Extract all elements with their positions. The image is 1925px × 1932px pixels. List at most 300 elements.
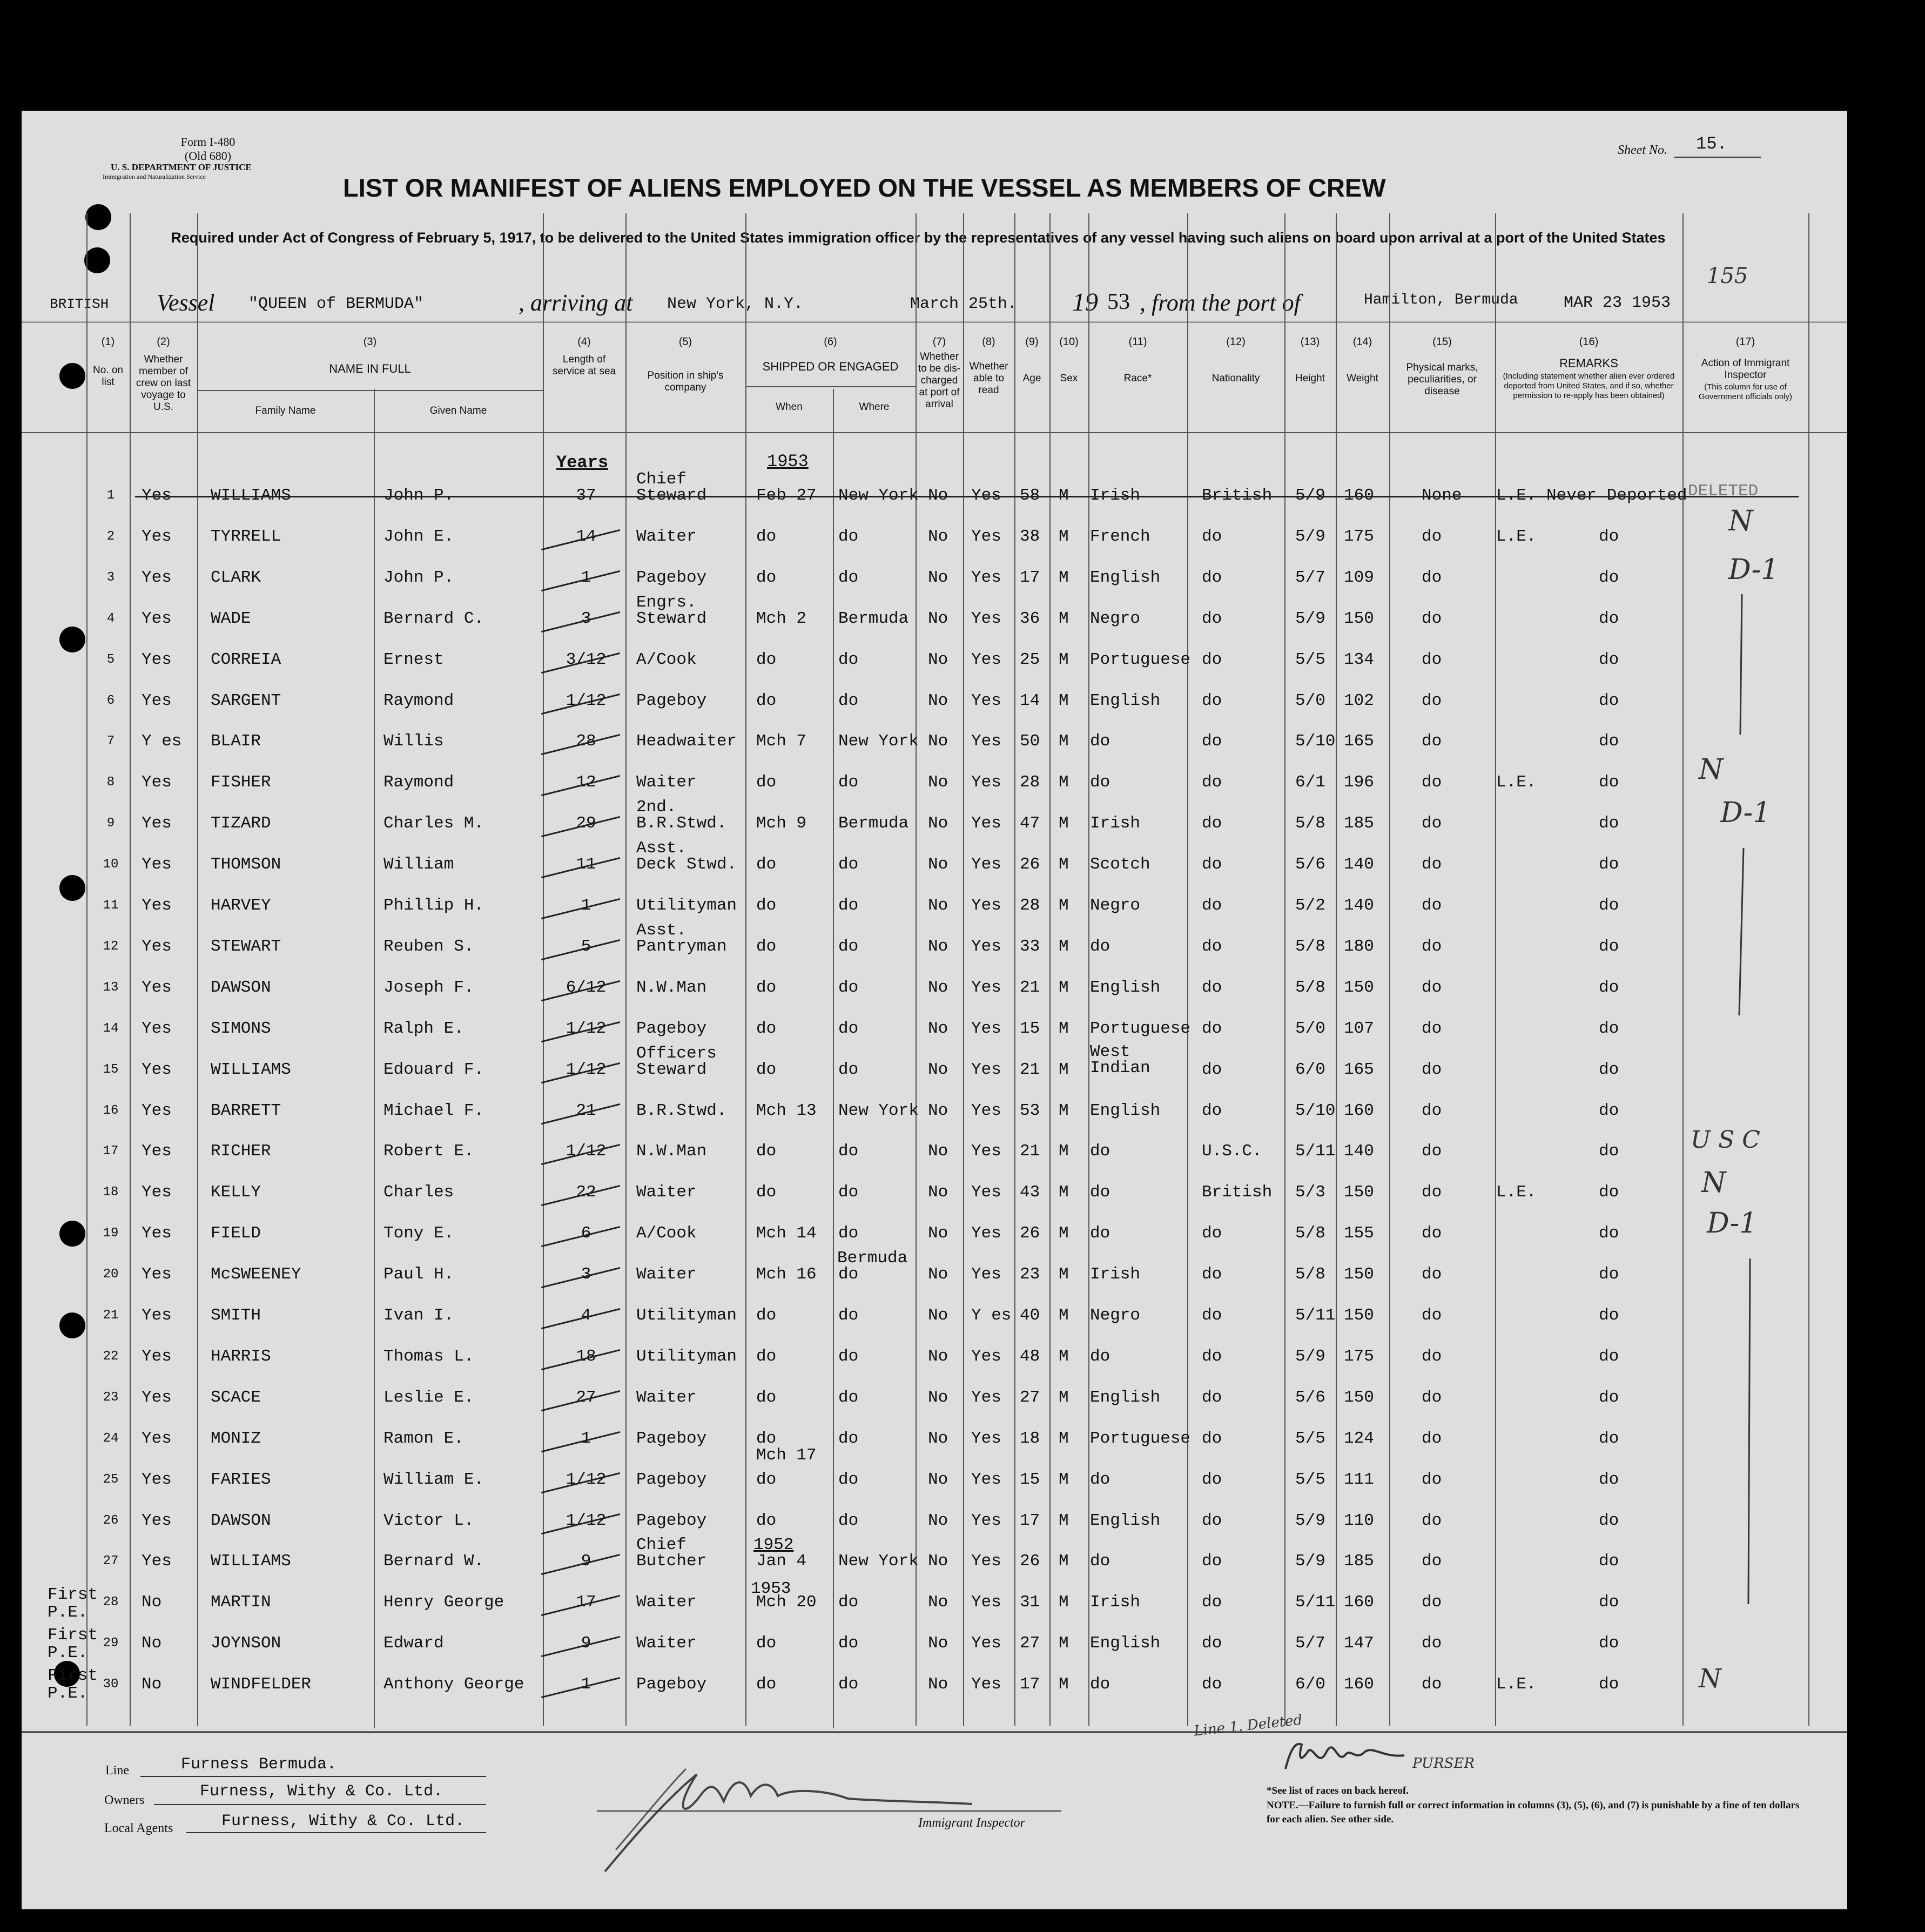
cell-marks: do [1422, 1306, 1442, 1325]
cell-len: 37 [576, 486, 596, 505]
cell-read: Yes [971, 814, 1001, 833]
cell-sex: M [1059, 650, 1069, 669]
bermuda-note: Bermuda [837, 1249, 908, 1268]
cell-sex: M [1059, 773, 1069, 792]
cell-crew: Yes [142, 650, 172, 669]
cell-family: FISHER [211, 773, 271, 792]
cell-ht: 5/7 [1295, 1634, 1325, 1653]
cell-given: Edouard F. [383, 1060, 484, 1079]
cell-wt: 165 [1344, 732, 1374, 751]
col-num: (16) [1579, 336, 1599, 348]
cell-marks: do [1422, 1634, 1442, 1653]
cell-sex: M [1059, 855, 1069, 874]
cell-wt: 109 [1344, 568, 1374, 587]
cell-pos2: Utilityman [636, 896, 737, 915]
cell-rem: L.E. [1496, 1675, 1537, 1694]
cell-wt: 147 [1344, 1634, 1374, 1653]
cell-len: 3 [581, 1265, 591, 1284]
cell-wt: 185 [1344, 814, 1374, 833]
cell-pos2: Utilityman [636, 1306, 737, 1325]
cell-no: 9 [106, 816, 115, 831]
cell-race: Portuguese [1090, 650, 1191, 669]
cell-pos2: Waiter [636, 773, 697, 792]
cell-dis: No [928, 732, 948, 751]
cell-age: 47 [1020, 814, 1040, 833]
cell-len: 1/12 [566, 1142, 607, 1161]
col-header-nationality: Nationality [1211, 373, 1260, 384]
cell-pos2: A/Cook [636, 1224, 697, 1243]
cell-act: do [1599, 1265, 1619, 1284]
cell-age: 25 [1020, 650, 1040, 669]
cell-nat: do [1202, 1593, 1222, 1612]
page-title: LIST OR MANIFEST OF ALIENS EMPLOYED ON THE VESSEL AS MEMBERS OF CREW [343, 173, 1386, 202]
cell-dis: No [928, 568, 948, 587]
col-num: (3) [363, 336, 377, 348]
cell-read: Yes [971, 773, 1001, 792]
cell-dis: No [928, 1347, 948, 1366]
cell-ht: 5/6 [1295, 855, 1325, 874]
cell-nat: do [1202, 1265, 1222, 1284]
cell-ht: 5/8 [1295, 937, 1325, 956]
cell-where: do [838, 1388, 859, 1407]
cell-family: McSWEENEY [211, 1265, 301, 1284]
cell-when: do [756, 1470, 777, 1489]
cell-pos-line1: Chief [636, 470, 687, 489]
cell-ht: 6/0 [1295, 1675, 1325, 1694]
cell-no: 7 [106, 734, 115, 749]
cell-nat: do [1202, 1388, 1222, 1407]
cell-nat: do [1202, 732, 1222, 751]
cell-crew: Yes [142, 1388, 172, 1407]
cell-race: do [1090, 732, 1110, 751]
cell-act: do [1599, 1101, 1619, 1120]
cell-when: Mch 7 [756, 732, 807, 751]
vessel-label: Vessel [157, 290, 215, 316]
cell-race: English [1090, 691, 1161, 710]
cell-act: do [1599, 691, 1619, 710]
cell-where: do [838, 1429, 859, 1448]
cell-age: 26 [1020, 855, 1040, 874]
cell-ht: 5/10 [1295, 1101, 1336, 1120]
cell-read: Yes [971, 1060, 1001, 1079]
cell-crew: Yes [142, 1470, 172, 1489]
cell-wt: 124 [1344, 1429, 1374, 1448]
cell-nat: do [1202, 1347, 1222, 1366]
cell-ht: 5/9 [1295, 527, 1325, 546]
cell-wt: 160 [1344, 486, 1374, 505]
cell-age: 15 [1020, 1470, 1040, 1489]
year-prefix: 19 [1072, 288, 1098, 317]
cell-when: Mch 14 [756, 1224, 817, 1243]
cell-no: 29 [103, 1636, 119, 1651]
cell-read: Yes [971, 1593, 1001, 1612]
cell-ht: 5/6 [1295, 1388, 1325, 1407]
col-header-remarks-note: (Including statement whether alien ever ordered deported from United States, and if so, whether permission to re-apply has been obtained) [1503, 372, 1675, 400]
cell-wt: 150 [1344, 1183, 1374, 1202]
cell-where: do [838, 978, 859, 997]
cell-race: Scotch [1090, 855, 1150, 874]
cell-crew: Yes [142, 1019, 172, 1038]
cell-pos2: Waiter [636, 1388, 697, 1407]
cell-where: do [838, 1183, 859, 1202]
year-1952-note: 1952 [753, 1536, 794, 1554]
cell-marks: do [1422, 937, 1442, 956]
cell-pos2: Waiter [636, 1634, 697, 1653]
cell-ht: 5/5 [1295, 650, 1325, 669]
cell-crew: No [142, 1593, 162, 1612]
cell-when: do [756, 1388, 777, 1407]
cell-given: Willis [383, 732, 444, 751]
cell-sex: M [1059, 896, 1069, 915]
cell-ht: 5/5 [1295, 1470, 1325, 1489]
cell-where: Bermuda [838, 609, 909, 628]
cell-family: MONIZ [211, 1429, 261, 1448]
cell-sex: M [1059, 814, 1069, 833]
cell-family: SCACE [211, 1388, 261, 1407]
cell-dis: No [928, 1306, 948, 1325]
form-old-number: (Old 680) [184, 149, 232, 163]
purser-label: PURSER [1412, 1755, 1475, 1772]
col-header-where: Where [859, 401, 890, 413]
cell-ht: 5/7 [1295, 568, 1325, 587]
purser-signature [1275, 1731, 1415, 1780]
cell-ht: 5/11 [1295, 1593, 1336, 1612]
cell-given: Joseph F. [383, 978, 474, 997]
year-1953-label: 1953 [767, 452, 809, 472]
cell-pos2: Steward [636, 1060, 707, 1079]
cell-crew: Yes [142, 937, 172, 956]
cell-sex: M [1059, 1634, 1069, 1653]
sheet-number: 15. [1696, 134, 1727, 154]
years-label: Years [556, 453, 609, 473]
cell-pos2: Pageboy [636, 1429, 707, 1448]
stamp-date: MAR 23 1953 [1564, 294, 1671, 312]
cell-wt: 185 [1344, 1552, 1374, 1571]
cell-where: do [838, 1306, 859, 1325]
cell-when: do [756, 1634, 777, 1653]
cell-race: Irish [1090, 1265, 1141, 1284]
cell-nat: do [1202, 691, 1222, 710]
cell-act: do [1599, 1675, 1619, 1694]
col-header-remarks: REMARKS [1559, 356, 1618, 370]
cell-read: Y es [971, 1306, 1012, 1325]
cell-act: do [1599, 773, 1619, 792]
cell-age: 17 [1020, 1511, 1040, 1530]
cell-act: do [1599, 1388, 1619, 1407]
cell-given: Michael F. [383, 1101, 484, 1120]
cell-crew: No [142, 1675, 162, 1694]
cell-when: Mch 16 [756, 1265, 817, 1284]
cell-age: 26 [1020, 1552, 1040, 1571]
cell-where: New York [838, 732, 919, 751]
cell-dis: No [928, 486, 948, 505]
cell-pos2: Waiter [636, 527, 697, 546]
handwritten-mark: N [1699, 753, 1724, 786]
cell-pos2: Waiter [636, 1265, 697, 1284]
cell-ht: 5/8 [1295, 1224, 1325, 1243]
cell-ht: 5/9 [1295, 609, 1325, 628]
cell-crew: Yes [142, 1511, 172, 1530]
cell-race: Negro [1090, 896, 1141, 915]
cell-nat: do [1202, 1060, 1222, 1079]
cell-wt: 150 [1344, 978, 1374, 997]
cell-race: English [1090, 568, 1161, 587]
cell-pos2: B.R.Stwd. [636, 814, 727, 833]
cell-wt: 160 [1344, 1675, 1374, 1694]
cell-given: Ernest [383, 650, 444, 669]
cell-crew: Yes [142, 978, 172, 997]
cell-given: Ramon E. [383, 1429, 464, 1448]
cell-family: FIELD [211, 1224, 261, 1243]
col-header-position: Position in ship's company [647, 370, 724, 393]
from-port: Hamilton, Bermuda [1364, 292, 1518, 308]
cell-dis: No [928, 691, 948, 710]
cell-nat: do [1202, 1306, 1222, 1325]
col-num: (14) [1352, 336, 1372, 348]
cell-race: Portuguese [1090, 1019, 1191, 1038]
vessel-flag: BRITISH [50, 296, 109, 312]
cell-when: do [756, 896, 777, 915]
cell-when: do [756, 650, 777, 669]
cell-act: do [1599, 609, 1619, 628]
col-num: (11) [1128, 336, 1147, 348]
cell-where: do [838, 568, 859, 587]
cell-race: English [1090, 1101, 1161, 1120]
cell-race: do [1090, 773, 1110, 792]
cell-age: 31 [1020, 1593, 1040, 1612]
form-id [149, 135, 267, 163]
cell-race: Portuguese [1090, 1429, 1191, 1448]
cell-len: 12 [576, 773, 596, 792]
cell-where: do [838, 691, 859, 710]
cell-ht: 5/2 [1295, 896, 1325, 915]
cell-nat: do [1202, 855, 1222, 874]
cell-nat: do [1202, 1552, 1222, 1571]
cell-len: 1/12 [566, 1060, 607, 1079]
agents-label: Local Agents [104, 1821, 173, 1835]
cell-read: Yes [971, 1265, 1001, 1284]
cell-when: do [756, 1060, 777, 1079]
cell-marks: do [1422, 1347, 1442, 1366]
cell-race: do [1090, 937, 1110, 956]
handwritten-mark: D-1 [1707, 1207, 1758, 1240]
cell-family: SIMONS [211, 1019, 271, 1038]
ditto-stroke [1728, 594, 1750, 1188]
cell-pos2: Pageboy [636, 568, 707, 587]
cell-len: 1/12 [566, 1511, 607, 1530]
cell-dis: No [928, 1060, 948, 1079]
cell-sex: M [1059, 1429, 1069, 1448]
cell-len: 6/12 [566, 978, 607, 997]
cell-marks: do [1422, 527, 1442, 546]
cell-age: 38 [1020, 527, 1040, 546]
col-header-weight: Weight [1347, 373, 1378, 384]
cell-wt: 160 [1344, 1593, 1374, 1612]
cell-ht: 5/11 [1295, 1142, 1336, 1161]
cell-pos2: Pageboy [636, 1511, 707, 1530]
cell-read: Yes [971, 1183, 1001, 1202]
cell-crew: Yes [142, 896, 172, 915]
cell-crew: Yes [142, 1306, 172, 1325]
cell-read: Yes [971, 1511, 1001, 1530]
cell-wt: 155 [1344, 1224, 1374, 1243]
cell-nat: do [1202, 978, 1222, 997]
cell-family: JOYNSON [211, 1634, 281, 1653]
cell-age: 33 [1020, 937, 1040, 956]
cell-len: 29 [576, 814, 596, 833]
cell-ht: 5/5 [1295, 1429, 1325, 1448]
handwritten-mark: N [1701, 1167, 1726, 1199]
col-header-read: Whether able to read [969, 361, 1008, 396]
cell-age: 26 [1020, 1224, 1040, 1243]
cell-when: do [756, 568, 777, 587]
cell-dis: No [928, 1429, 948, 1448]
cell-when: do [756, 773, 777, 792]
cell-family: STEWART [211, 937, 281, 956]
cell-when: Jan 4 [756, 1552, 807, 1571]
first-pe-label: P.E. [48, 1603, 88, 1622]
cell-read: Yes [971, 1552, 1001, 1571]
cell-nat: British [1202, 1183, 1273, 1202]
cell-wt: 107 [1344, 1019, 1374, 1038]
cell-act: do [1599, 1429, 1619, 1448]
cell-when: Mch 20 [756, 1593, 817, 1612]
cell-read: Yes [971, 650, 1001, 669]
cell-family: SMITH [211, 1306, 261, 1325]
cell-sex: M [1059, 978, 1069, 997]
cell-wt: 196 [1344, 773, 1374, 792]
col-header-no: No. on list [93, 365, 123, 388]
cell-no: 18 [103, 1185, 119, 1200]
cell-when: do [756, 978, 777, 997]
cell-wt: 102 [1344, 691, 1374, 710]
cell-dis: No [928, 855, 948, 874]
cell-sex: M [1059, 1019, 1069, 1038]
cell-read: Yes [971, 1634, 1001, 1653]
first-pe-label: P.E. [48, 1644, 88, 1662]
cell-crew: Yes [142, 855, 172, 874]
cell-marks: do [1422, 1593, 1442, 1612]
col-num: (8) [982, 336, 995, 348]
cell-marks: do [1422, 609, 1442, 628]
cell-age: 43 [1020, 1183, 1040, 1202]
cell-sex: M [1059, 1060, 1069, 1079]
cell-act: do [1599, 1347, 1619, 1366]
cell-wt: 165 [1344, 1060, 1374, 1079]
service: Immigration and Naturalization Service [103, 173, 206, 180]
cell-given: John P. [383, 486, 454, 505]
cell-sex: M [1059, 1593, 1069, 1612]
cell-age: 48 [1020, 1347, 1040, 1366]
handwritten-mark: D-1 [1720, 797, 1771, 829]
cell-pos2: Pageboy [636, 691, 707, 710]
cell-no: 11 [103, 898, 119, 913]
cell-sex: M [1059, 1388, 1069, 1407]
cell-family: HARRIS [211, 1347, 271, 1366]
year-suffix: 53 [1107, 290, 1130, 314]
cell-dis: No [928, 527, 948, 546]
cell-wt: 140 [1344, 855, 1374, 874]
cell-ht: 5/0 [1295, 691, 1325, 710]
cell-no: 4 [106, 611, 115, 626]
cell-dis: No [928, 1511, 948, 1530]
cell-family: CLARK [211, 568, 261, 587]
punch-hole [85, 204, 111, 230]
cell-ht: 5/11 [1295, 1306, 1336, 1325]
cell-wt: 110 [1344, 1511, 1374, 1530]
cell-ht: 6/1 [1295, 773, 1325, 792]
line-value: Furness Bermuda. [181, 1755, 337, 1774]
cell-family: HARVEY [211, 896, 271, 915]
cell-age: 28 [1020, 773, 1040, 792]
cell-crew: Yes [142, 691, 172, 710]
cell-given: Ralph E. [383, 1019, 464, 1038]
cell-where: do [838, 1142, 859, 1161]
first-pe-label: First [48, 1585, 98, 1604]
cell-given: Charles M. [383, 814, 484, 833]
cell-race: do [1090, 1675, 1110, 1694]
cell-dis: No [928, 1265, 948, 1284]
cell-crew: Yes [142, 1060, 172, 1079]
cell-race: do [1090, 1347, 1110, 1366]
cell-marks: do [1422, 1142, 1442, 1161]
cell-where: New York [838, 1101, 919, 1120]
cell-family: SARGENT [211, 691, 281, 710]
cell-dis: No [928, 896, 948, 915]
punch-hole [59, 1312, 85, 1338]
first-pe-label: First [48, 1626, 98, 1645]
races-note: *See list of races on back hereof. [1267, 1785, 1409, 1796]
cell-dis: No [928, 1142, 948, 1161]
cell-pos-line1: 2nd. [636, 798, 677, 817]
cell-len: 27 [576, 1388, 596, 1407]
cell-family: KELLY [211, 1183, 261, 1202]
cell-act: do [1599, 1060, 1619, 1079]
cell-read: Yes [971, 855, 1001, 874]
col-header-given: Given Name [429, 405, 487, 416]
cell-where: New York [838, 486, 919, 505]
cell-where: do [838, 1347, 859, 1366]
cell-age: 14 [1020, 691, 1040, 710]
cell-crew: Yes [142, 609, 172, 628]
punch-hole [59, 627, 85, 652]
cell-crew: Yes [142, 1224, 172, 1243]
cell-sex: M [1059, 1347, 1069, 1366]
cell-act: do [1599, 527, 1619, 546]
col-num: (10) [1059, 336, 1079, 348]
cell-given: Thomas L. [383, 1347, 474, 1366]
col-header-when: When [776, 401, 803, 413]
cell-where: do [838, 773, 859, 792]
cell-family: BARRETT [211, 1101, 281, 1120]
cell-act: do [1599, 1511, 1619, 1530]
cell-act: do [1599, 896, 1619, 915]
cell-wt: 134 [1344, 650, 1374, 669]
ditto-stroke [1739, 1258, 1761, 1637]
cell-nat: do [1202, 1634, 1222, 1653]
cell-when: do [756, 1183, 777, 1202]
cell-pos2: Deck Stwd. [636, 855, 737, 874]
cell-len: 1 [581, 1675, 591, 1694]
cell-act: do [1599, 1552, 1619, 1571]
cell-where: Bermuda [838, 814, 909, 833]
cell-age: 15 [1020, 1019, 1040, 1038]
cell-age: 17 [1020, 1675, 1040, 1694]
cell-no: 23 [103, 1390, 119, 1405]
cell-marks: do [1422, 773, 1442, 792]
col-num: (13) [1300, 336, 1320, 348]
cell-given: William [383, 855, 454, 874]
